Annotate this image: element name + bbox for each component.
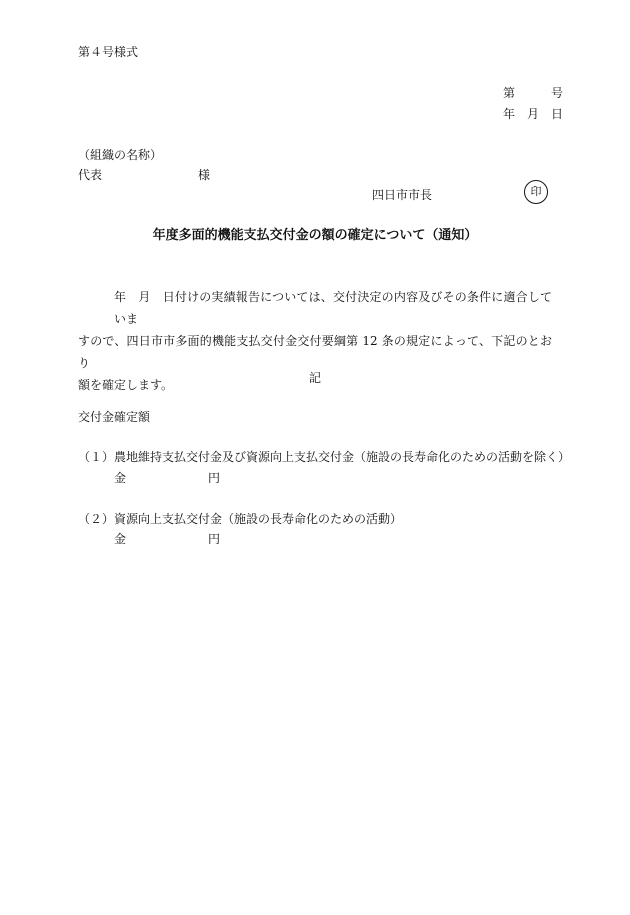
item-1-amount-unit: 円	[208, 471, 221, 485]
body-line: 年 月 日付けの実績報告については、交付決定の内容及びその条件に適合していま	[114, 290, 552, 326]
document-date: 年 月 日	[503, 107, 564, 121]
addressee-organization: （組織の名称）	[78, 148, 163, 162]
document-number: 第 号	[503, 86, 564, 100]
document-title: 年度多面的機能支払交付金の額の確定について（通知）	[152, 228, 478, 243]
body-line: 額を確定します。	[78, 378, 174, 392]
item-2-title: （２）資源向上支払交付金（施設の長寿命化のための活動）	[78, 512, 403, 526]
confirmed-amount-heading: 交付金確定額	[78, 410, 151, 424]
ki-heading: 記	[308, 371, 321, 385]
item-1-amount-label: 金	[114, 471, 127, 485]
issuer-name: 四日市市長	[372, 188, 433, 202]
item-2-amount-unit: 円	[208, 532, 221, 546]
item-1-title: （１）農地維持支払交付金及び資源向上支払交付金（施設の長寿命化のための活動を除く）	[78, 450, 571, 464]
seal-stamp	[524, 180, 548, 204]
form-number: 第４号様式	[78, 45, 139, 59]
seal-stamp-text: 印	[530, 185, 542, 198]
body-line: すので、四日市市多面的機能支払交付金交付要綱第 12 条の規定によって、下記のとおり	[78, 334, 552, 370]
item-2-amount-label: 金	[114, 532, 127, 546]
addressee-representative: 代表 様	[78, 168, 211, 182]
